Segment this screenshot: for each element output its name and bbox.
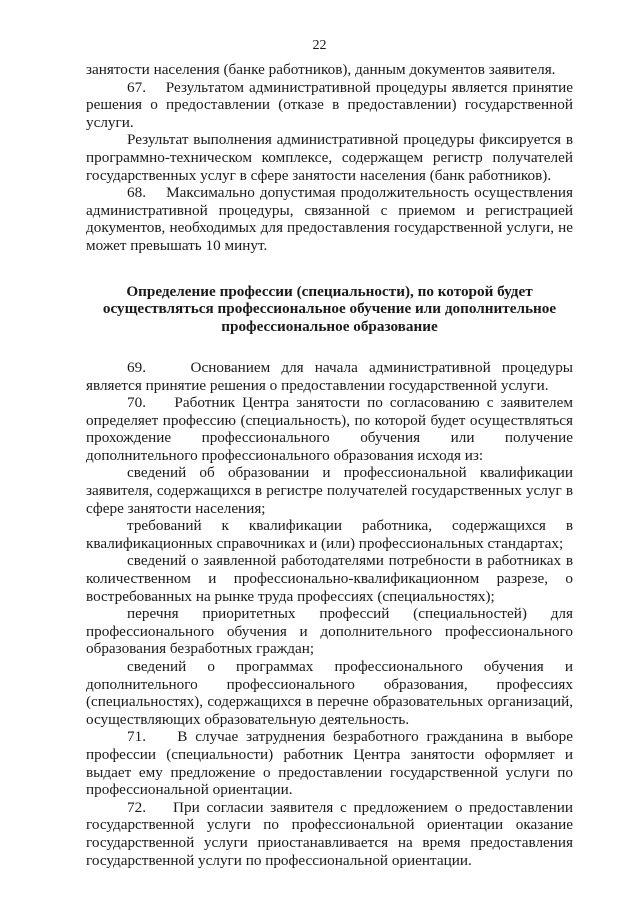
list-item: перечня приоритетных профессий (специальностей) для профессионального обучения и дополнительного профессионального образования безработных граждан; [86, 605, 573, 658]
paragraph-68: 68. Максимально допустимая продолжительность осуществления административной процедуры, связанной с приемом и регистрацией документов, необходимых для предоставления государственной услуги, не может превышать 10 минут. [86, 184, 573, 254]
paragraph-70: 70. Работник Центра занятости по согласованию с заявителем определяет профессию (специальность), по которой будет осуществляться прохождение профессионального обучения или получение дополнительного профессионального образования исходя из: [86, 394, 573, 464]
paragraph: занятости населения (банке работников), данным документов заявителя. [86, 61, 556, 78]
document-body [86, 61, 573, 869]
paragraph-67: 67. Результатом административной процедуры является принятие решения о предоставлении (отказе в предоставлении) государственной услуги. [86, 78, 573, 131]
paragraph-69: 69. Основанием для начала административной процедуры является принятие решения о предоставлении государственной услуги. [86, 358, 573, 394]
paragraph: Результат выполнения административной процедуры фиксируется в программно-техническом комплексе, содержащем регистр получателей государственных услуг в сфере занятости населения (банк работников). [86, 131, 573, 184]
paragraph-71: 71. В случае затруднения безработного гражданина в выборе профессии (специальности) работник Центра занятости оформляет и выдает ему предложение о предоставлении государственной услуги по профессиональной ориентации. [86, 728, 573, 799]
list-item: сведений о заявленной работодателями потребности в работниках в количественном и профессионально-квалификационном разрезе, о востребованных на рынке труда профессиях (специальностях); [86, 552, 573, 605]
list-item: требований к квалификации работника, содержащихся в квалификационных справочниках и (или) профессиональных стандартах; [86, 517, 573, 552]
list-item: сведений о программах профессионального обучения и дополнительного профессионального образования, профессиях (специальностях), содержащихся в перечне образовательных организаций, осуществляющих образовательную деятельность. [86, 658, 573, 728]
section-heading: Определение профессии (специальности), по которой будет осуществляться профессиональное обучение или дополнительное профессиональное образование [102, 282, 557, 336]
paragraph-72: 72. При согласии заявителя с предложением о предоставлении государственной услуги по профессиональной ориентации оказание государственной услуги приостанавливается на время предоставления государственной услуги по профессиональной ориентации. [86, 798, 573, 869]
page-number: 22 [312, 38, 327, 53]
list-item: сведений об образовании и профессиональной квалификации заявителя, содержащихся в регистре получателей государственных услуг в сфере занятости населения; [86, 464, 573, 517]
